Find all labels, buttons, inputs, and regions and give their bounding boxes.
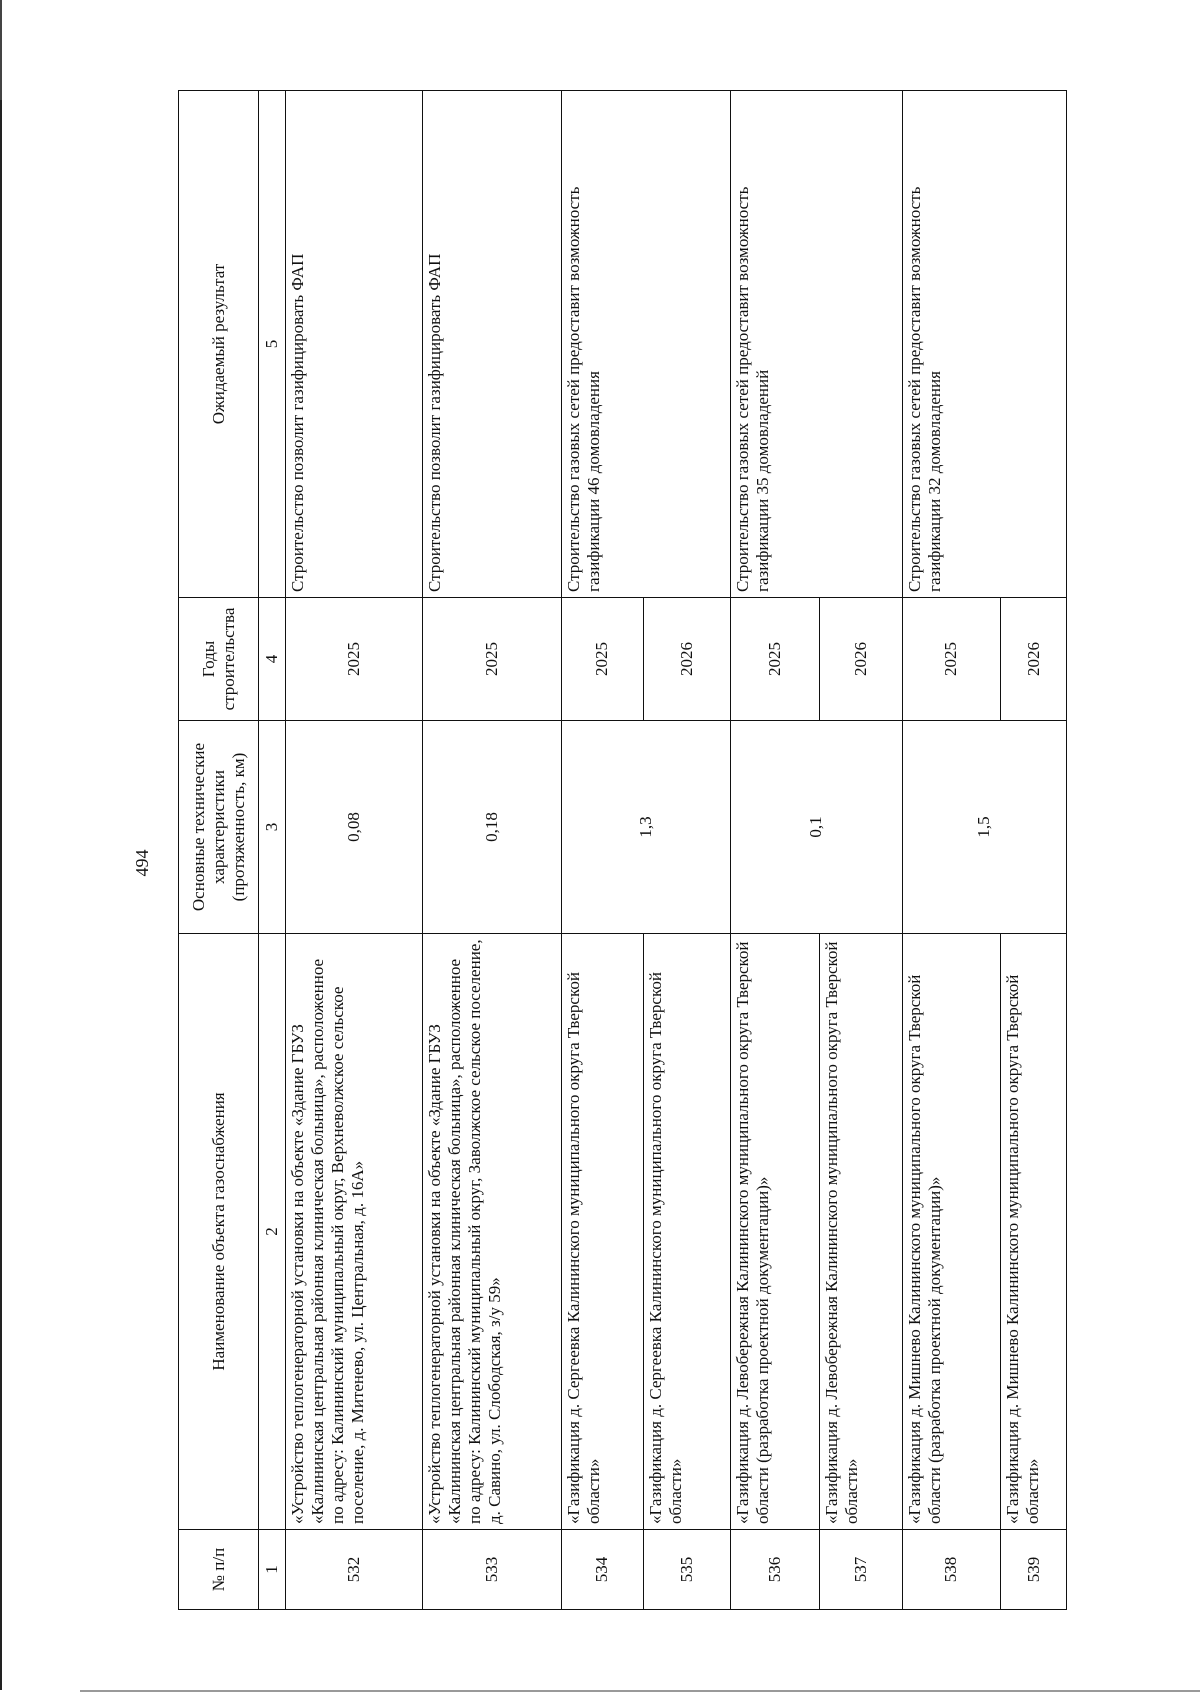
construction-year: 2025 (286, 598, 423, 721)
row-number: 532 (286, 1530, 423, 1610)
tech-value: 1,5 (902, 721, 1066, 934)
tech-value: 1,3 (561, 721, 731, 934)
construction-year: 2025 (731, 598, 820, 721)
object-name: «Газификация д. Мишнево Калининского муниципального округа Тверской области (разработка проектной документации)» (902, 934, 1001, 1530)
object-name: «Газификация д. Левобережная Калининского муниципального округа Тверской области» (820, 934, 903, 1530)
object-name: «Газификация д. Мишнево Калининского муниципального округа Тверской области» (1001, 934, 1067, 1530)
scan-gap (0, 1690, 80, 1696)
scan-edge-bottom (0, 1690, 1200, 1692)
expected-result: Строительство позволит газифицировать ФАП (422, 91, 561, 598)
object-name: «Газификация д. Левобережная Калининского муниципального округа Тверской области (разработка проектной документации)» (731, 934, 820, 1530)
construction-year: 2026 (820, 598, 903, 721)
construction-year: 2026 (1001, 598, 1067, 721)
construction-year: 2025 (422, 598, 561, 721)
table-row (902, 91, 1001, 1610)
column-index: 2 (259, 934, 286, 1530)
scan-edge (0, 0, 2, 1696)
expected-result: Строительство газовых сетей предоставит возможность газификации 46 домовладения (561, 91, 731, 598)
row-number: 534 (561, 1530, 644, 1610)
page-number: 494 (132, 849, 152, 877)
scan-mark (0, 0, 2, 100)
expected-result: Строительство газовых сетей предоставит возможность газификации 32 домовладения (902, 91, 1066, 598)
row-number: 536 (731, 1530, 820, 1610)
expected-result: Строительство позволит газифицировать ФАП (286, 91, 423, 598)
tech-value: 0,08 (286, 721, 423, 934)
column-index: 5 (259, 91, 286, 598)
header-name: Наименование объекта газоснабжения (179, 934, 259, 1530)
tech-value: 0,1 (731, 721, 903, 934)
gasification-table (178, 90, 1067, 1610)
header-result: Ожидаемый результат (179, 91, 259, 598)
column-index: 3 (259, 721, 286, 934)
table-row (422, 91, 561, 1610)
row-number: 538 (902, 1530, 1001, 1610)
construction-year: 2025 (561, 598, 644, 721)
object-name: «Газификация д. Сергеевка Калининского муниципального округа Тверской области» (561, 934, 644, 1530)
row-number: 537 (820, 1530, 903, 1610)
expected-result: Строительство газовых сетей предоставит возможность газификации 35 домовладений (731, 91, 903, 598)
header-tech: Основные технические характеристики (протяженность, км) (179, 721, 259, 934)
row-number: 539 (1001, 1530, 1067, 1610)
row-number: 535 (644, 1530, 731, 1610)
row-number: 533 (422, 1530, 561, 1610)
object-name: «Устройство теплогенераторной установки на объекте «Здание ГБУЗ «Калининская центральная районная клиническая больница», расположенное по адресу: Калининский муниципальный округ, Заволжское сельское поселение, д. Савино, ул. Слободская, з/у 59» (422, 934, 561, 1530)
column-index: 4 (259, 598, 286, 721)
header-num: № п/п (179, 1530, 259, 1610)
column-index: 1 (259, 1530, 286, 1610)
table-row (286, 91, 423, 1610)
object-name: «Газификация д. Сергеевка Калининского муниципального округа Тверской области» (644, 934, 731, 1530)
table-row (731, 91, 820, 1610)
construction-year: 2025 (902, 598, 1001, 721)
header-years: Годы строительства (179, 598, 259, 721)
construction-year: 2026 (644, 598, 731, 721)
object-name: «Устройство теплогенераторной установки на объекте «Здание ГБУЗ «Калининская центральная районная клиническая больница», расположенное по адресу: Калининский муниципальный округ, Верхневолжское сельское поселение, д. Митенево, ул. Центральная, д. 16А» (286, 934, 423, 1530)
table-row (561, 91, 644, 1610)
tech-value: 0,18 (422, 721, 561, 934)
gasification-table-wrapper (178, 91, 1067, 1610)
